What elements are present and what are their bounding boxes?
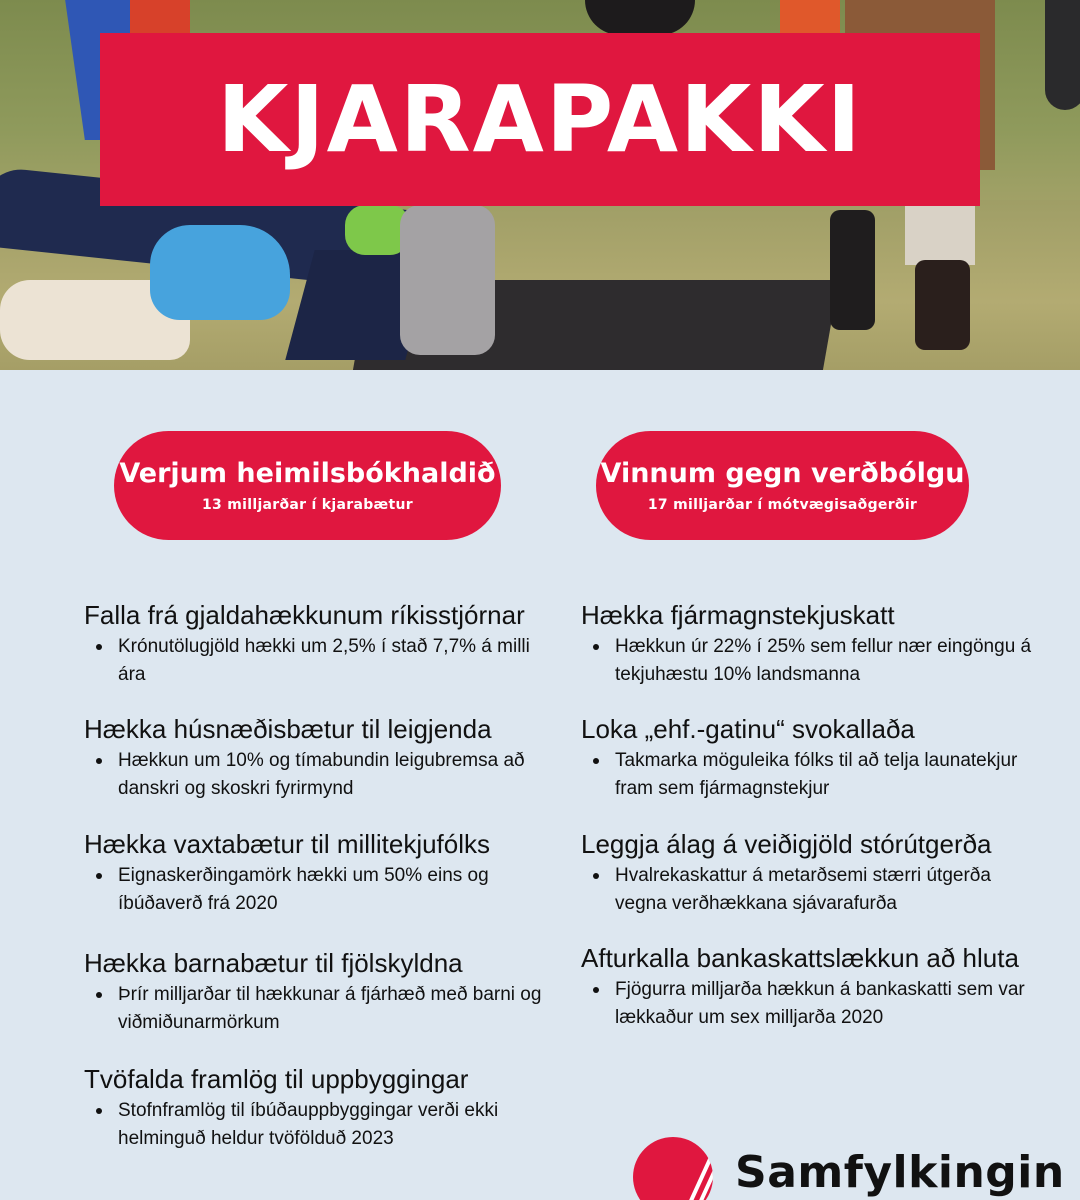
policy-bullets [581, 747, 1041, 802]
policy-heading: Hækka vaxtabætur til millitekjufólks [84, 829, 491, 859]
policy-bullets [581, 633, 1041, 688]
policy-bullets [84, 981, 544, 1036]
pill-inflation [596, 431, 969, 540]
title-banner [100, 33, 980, 206]
logo-text: Samfylkingin [735, 1147, 1065, 1198]
policy-item [84, 829, 544, 917]
policy-bullets [84, 1097, 544, 1152]
samfylkingin-logo [633, 1137, 1065, 1200]
adult-sweater [905, 200, 975, 265]
page-title: KJARAPAKKI [217, 66, 863, 173]
child-grey-pants [400, 205, 495, 355]
policy-bullets [581, 976, 1041, 1031]
policy-item [84, 714, 544, 802]
policy-item [84, 948, 544, 1036]
tire-swing [585, 0, 695, 35]
pill-title: Vinnum gegn verðbólgu [600, 458, 965, 489]
pill-title: Verjum heimilsbókhaldið [119, 458, 496, 489]
policy-heading: Hækka húsnæðisbætur til leigjenda [84, 714, 492, 744]
policy-bullet: Krónutölugjöld hækki um 2,5% í stað 7,7% á milli ára [84, 633, 544, 688]
policy-bullet: Takmarka möguleika fólks til að telja launatekjur fram sem fjármagnstekjur [581, 747, 1041, 802]
policy-item [581, 714, 1041, 802]
policy-bullets [581, 862, 1041, 917]
policy-heading: Hækka barnabætur til fjölskyldna [84, 948, 463, 978]
policy-bullet: Hækkun úr 22% í 25% sem fellur nær eingöngu á tekjuhæstu 10% landsmanna [581, 633, 1041, 688]
policy-bullets [84, 862, 544, 917]
policy-bullet: Stofnframlög til íbúðauppbyggingar verði ekki helminguð heldur tvöfölduð 2023 [84, 1097, 544, 1152]
policy-item [581, 829, 1041, 917]
policy-bullet: Þrír milljarðar til hækkunar á fjárhæð með barni og viðmiðunarmörkum [84, 981, 544, 1036]
samfylkingin-logo-icon [633, 1137, 713, 1200]
policy-heading: Leggja álag á veiðigjöld stórútgerða [581, 829, 992, 859]
person-edge [1045, 0, 1080, 110]
policy-bullet: Hvalrekaskattur á metarðsemi stærri útgerða vegna verðhækkana sjávarafurða [581, 862, 1041, 917]
policy-item [581, 943, 1041, 1031]
policy-item [84, 600, 544, 688]
policy-bullets [84, 747, 544, 802]
policy-heading: Falla frá gjaldahækkunum ríkisstjórnar [84, 600, 525, 630]
policy-bullet: Eignaskerðingamörk hækki um 50% eins og íbúðaverð frá 2020 [84, 862, 544, 917]
policy-heading: Afturkalla bankaskattslækkun að hluta [581, 943, 1019, 973]
policy-heading: Loka „ehf.-gatinu“ svokallaða [581, 714, 915, 744]
pill-subtitle: 17 milljarðar í mótvægisaðgerðir [647, 497, 918, 513]
policy-bullet: Hækkun um 10% og tímabundin leigubremsa að danskri og skoskri fyrirmynd [84, 747, 544, 802]
policy-heading: Tvöfalda framlög til uppbyggingar [84, 1064, 469, 1094]
policy-item [84, 1064, 544, 1152]
adult-boot [830, 210, 875, 330]
pill-household-budget [114, 431, 501, 540]
policy-heading: Hækka fjármagnstekjuskatt [581, 600, 895, 630]
policy-bullet: Fjögurra milljarða hækkun á bankaskatti sem var lækkaður um sex milljarða 2020 [581, 976, 1041, 1031]
policy-bullets [84, 633, 544, 688]
policy-item [581, 600, 1041, 688]
pill-subtitle: 13 milljarðar í kjarabætur [202, 497, 413, 513]
adult-boot-2 [915, 260, 970, 350]
child-blue-jacket [150, 225, 290, 320]
